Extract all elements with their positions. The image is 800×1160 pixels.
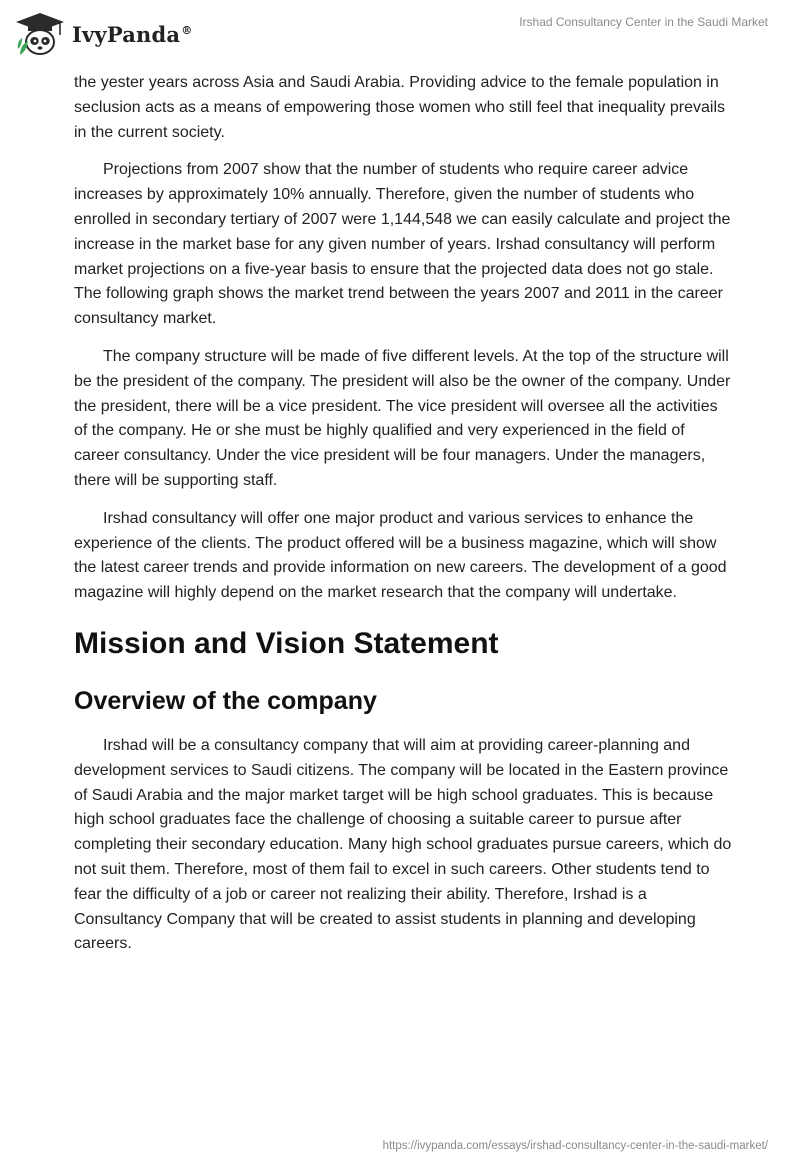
document-title: Irshad Consultancy Center in the Saudi Market (519, 15, 768, 29)
subsection-heading: Overview of the company (74, 686, 377, 715)
page-header (0, 0, 800, 70)
trademark-symbol: ® (181, 23, 193, 37)
paragraph-3: The company structure will be made of five different levels. At the top of the structure will be the president of the company. The president will also be the owner of the company. Under the president, there will be a vice president. The vice president will oversee all the activities of the company. He or she must be highly qualified and very experienced in the field of career consultancy. Under the vice president will be four managers. Under the managers, there will be supporting staff. (74, 347, 731, 489)
ivypanda-logo[interactable] (14, 8, 194, 60)
paragraph-2: Projections from 2007 show that the number of students who require career advice increases by approximately 10% annually. Therefore, given the number of students who enrolled in secondary tertiary of 2007 were 1,144,548 we can easily calculate and project the increase in the market base for any given number of years. Irshad consultancy will perform market projections on a five-year basis to ensure that the projected data does not go stale. The following graph shows the market trend between the years 2007 and 2011 in the career consultancy market. (74, 161, 731, 328)
essay-body (74, 71, 734, 970)
paragraph-4: Irshad consultancy will offer one major product and various services to enhance the experience of the clients. The product offered will be a business magazine, which will show the latest career trends and provide information on new careers. The development of a good magazine will highly depend on the market research that the company will undertake. (74, 509, 727, 602)
brand-name: IvyPanda® (72, 21, 193, 47)
source-url[interactable]: https://ivypanda.com/essays/irshad-consultancy-center-in-the-saudi-market/ (382, 1140, 768, 1152)
paragraph-1: the yester years across Asia and Saudi Arabia. Providing advice to the female population in seclusion acts as a means of empowering those women who still feel that inequality prevails in the current society. (74, 74, 725, 141)
paragraph-5: Irshad will be a consultancy company that will aim at providing career-planning and development services to Saudi citizens. The company will be located in the Eastern province of Saudi Arabia and the major market target will be high school graduates. This is because high school graduates face the challenge of choosing a suitable career to pursue after completing their secondary education. Many high school graduates pursue careers, which do not suit them. Therefore, most of them fail to excel in such careers. Other students tend to fear the difficulty of a job or career not realizing their ability. Therefore, Irshad is a Consultancy Company that will be created to assist students in planning and developing careers. (74, 736, 732, 953)
panda-graduate-icon (14, 11, 66, 57)
section-heading: Mission and Vision Statement (74, 626, 499, 660)
